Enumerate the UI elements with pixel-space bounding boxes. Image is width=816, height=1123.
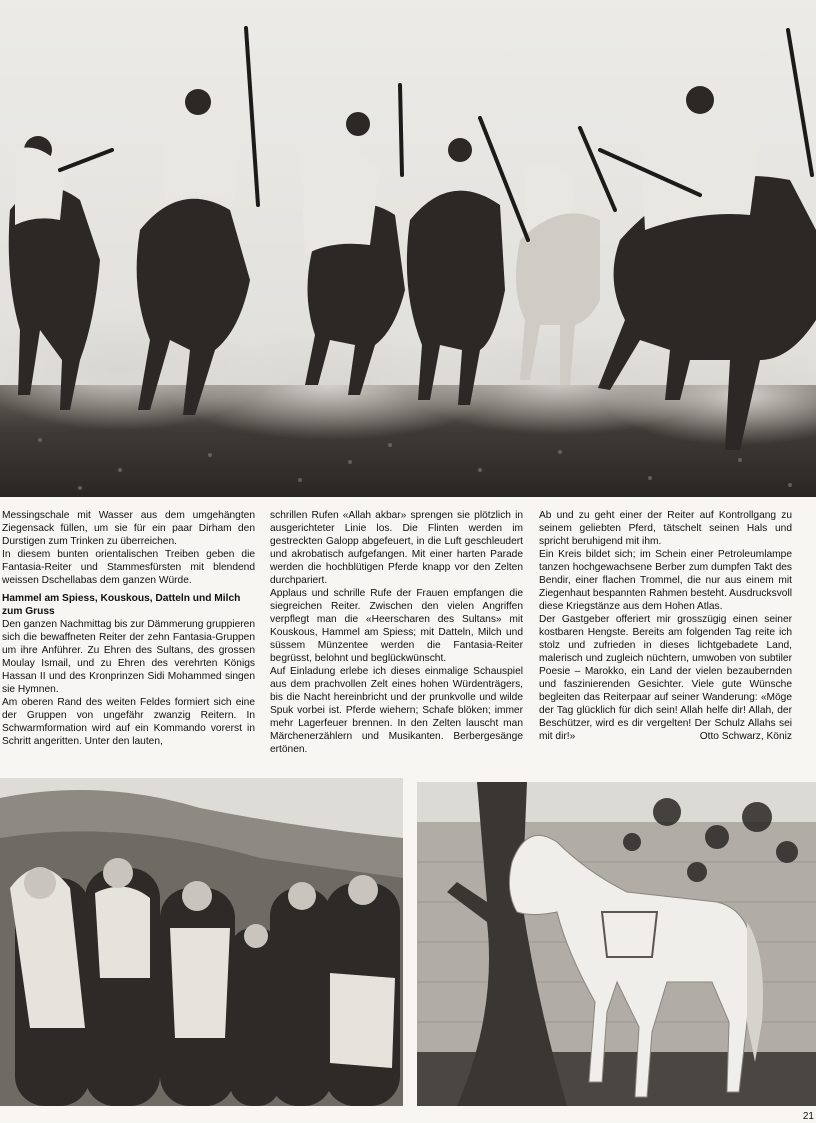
white-horse-photo	[417, 782, 816, 1106]
berber-women-icon	[0, 778, 403, 1106]
article-paragraph: Messingschale mit Wasser aus dem umgehängten Ziegensack füllen, um sie für ein paar Dirham den Durstigen zum Trinken zu überreichen.	[2, 510, 255, 547]
author-signature: Otto Schwarz, Köniz	[699, 731, 792, 742]
article-paragraph: Applaus und schrille Rufe der Frauen empfangen die siegreichen Reiter. Zwischen den vielen Angriffen verpflegt man die «Heerscharen des Sultans» mit Kouskous, Hammel am Spiess; mit Datteln, Milch und süssem Münzentee werden die Fantasia-Reiter begrüsst, belohnt und beglückwünscht.	[270, 588, 523, 664]
page-number: 21	[802, 1111, 814, 1122]
article-paragraph: In diesem bunten orientalischen Treiben geben die Fantasia-Reiter und Stammesfürsten mit blendend weissen Dschellabas dem ganzen Würde.	[2, 549, 255, 586]
article-paragraph: schrillen Rufen «Allah akbar» sprengen sie plötzlich in ausgerichteter Linie los. Die Flinten werden im gestreckten Galopp abgefeuert, in die Luft geschleudert und akrobatisch aufgefangen. Mit einer harten Parade werden die hochblütigen Pferde knapp vor den Zelten durchpariert.	[270, 510, 523, 586]
white-horse-icon	[417, 782, 816, 1106]
article-paragraph: Den ganzen Nachmittag bis zur Dämmerung gruppieren sich die bewaffneten Reiter der zehn Fantasia-Gruppen um ihre Anführer. Zu Ehren des Sultans, des grossen Moulay Ismail, und zu Ehren des verehrten Königs Hassan II und des Kronprinzen Sidi Mohammed singen sie Hymnen.	[2, 619, 255, 695]
article-paragraph: Ab und zu geht einer der Reiter auf Kontrollgang zu seinem geliebten Pferd, tätschelt seinen Hals und spricht beruhigend mit ihm.	[539, 510, 792, 547]
article-paragraph: Ein Kreis bildet sich; im Schein einer Petroleumlampe tanzen hochgewachsene Berber zum dumpfen Takt des Bendir, einer flachen Trommel, die nur aus einem mit Ziegenhaut bespannten Rahmen besteht. Ausdrucksvoll diese Kriegstänze aus dem Hohen Atlas.	[539, 549, 792, 612]
article-column-2	[270, 509, 523, 756]
article-column-3	[539, 509, 792, 743]
fantasia-riders-photo	[0, 0, 816, 497]
article-paragraph: Am oberen Rand des weiten Feldes formiert sich eine der Gruppen von ungefähr zwanzig Reitern. In Schwarmformation wird auf ein Kommando vorerst in Schritt angeritten. Unter den lauten,	[2, 697, 255, 747]
fantasia-riders-icon	[0, 0, 816, 497]
berber-women-photo	[0, 778, 403, 1106]
article-paragraph: Auf Einladung erlebe ich dieses einmalige Schauspiel aus dem prachvollen Zelt eines hohen Würdenträgers, bis die Nacht hereinbricht und der prunkvolle und wilde Spuk vorbei ist. Pferde wiehern; Schafe blöken; immer mehr Lagerfeuer brennen. In den Zelten lauscht man Märchenerzählern und Musikanten. Berbergesänge ertönen.	[270, 666, 523, 755]
article-paragraph: Der Gastgeber offeriert mir grosszügig einen seiner kostbaren Hengste. Bereits am folgenden Tag reite ich stolz und zufrieden in dieses lichtgebadete Land, malerisch und zugleich nüchtern, umwoben von subtiler Poesie – Marokko, ein Land der vielen bezaubernden und faszinierenden Gesichter. Viele gute Wünsche begleiten das Reiterpaar auf seiner Wanderung: «Möge der Tag glücklich für dich sein! Allah helfe dir! Allah, der Beschützer, wird es dir vergelten! Der Schulz Allahs sei mit dir!»	[539, 614, 792, 742]
article-column-1	[2, 509, 255, 748]
section-heading: Hammel am Spiess, Kouskous, Datteln und Milch zum Gruss	[2, 593, 241, 617]
